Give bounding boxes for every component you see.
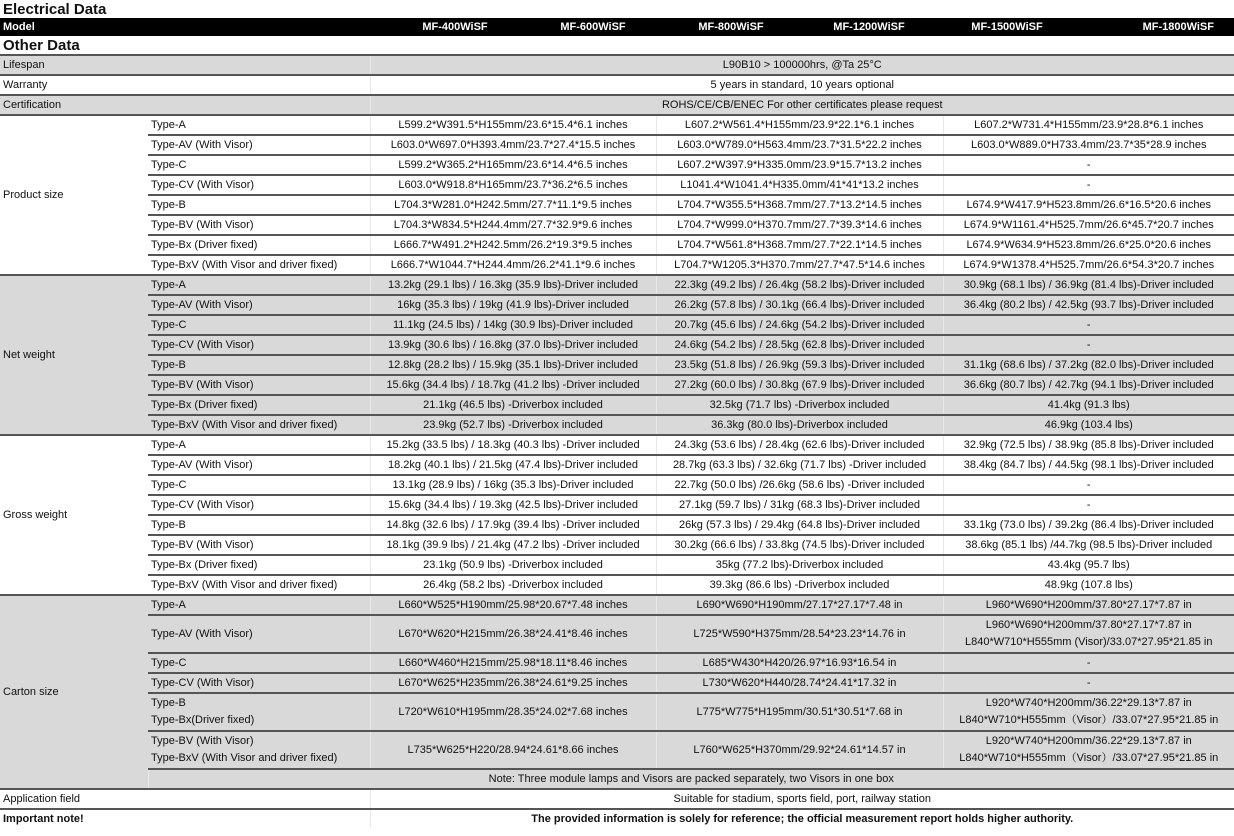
- spec-value: 36.3kg (80.0 lbs)-Driverbox included: [656, 415, 943, 435]
- other-data-heading: Other Data: [3, 36, 80, 54]
- spec-value: 20.7kg (45.6 lbs) / 24.6kg (54.2 lbs)-Driver included: [656, 315, 943, 335]
- type-label: Type-C: [148, 653, 370, 673]
- table-row: [0, 315, 1234, 335]
- table-row: [0, 375, 1234, 395]
- section-label: Net weight: [0, 275, 148, 435]
- spec-value: L599.2*W365.2*H165mm/23.6*14.4*6.5 inches: [370, 155, 656, 175]
- warranty-row: [0, 75, 1234, 95]
- table-row: [0, 515, 1234, 535]
- spec-value: 46.9kg (103.4 lbs): [943, 415, 1234, 435]
- spec-value: L603.0*W789.0*H563.4mm/23.7*31.5*22.2 inches: [656, 135, 943, 155]
- table-row: [0, 295, 1234, 315]
- table-row: [0, 495, 1234, 515]
- spec-value: L704.7*W999.0*H370.7mm/27.7*39.3*14.6 inches: [656, 215, 943, 235]
- spec-value: L670*W620*H215mm/26.38*24.41*8.46 inches: [370, 615, 656, 653]
- spec-value-line: L840*W710*H555mm（Visor）/33.07*27.95*21.85 in: [959, 752, 1219, 764]
- electrical-data-heading: Electrical Data: [3, 0, 107, 18]
- spec-value: 18.2kg (40.1 lbs) / 21.5kg (47.4 lbs)-Driver included: [370, 455, 656, 475]
- spec-value: 21.1kg (46.5 lbs) -Driverbox included: [370, 395, 656, 415]
- spec-value: 32.5kg (71.7 lbs) -Driverbox included: [656, 395, 943, 415]
- spec-value: 27.2kg (60.0 lbs) / 30.8kg (67.9 lbs)-Driver included: [656, 375, 943, 395]
- type-label: Type-A: [148, 595, 370, 615]
- type-label-line: Type-B: [151, 697, 186, 709]
- table-row: [0, 731, 1234, 769]
- spec-value: L603.0*W697.0*H393.4mm/23.7*27.4*15.5 inches: [370, 135, 656, 155]
- table-row: [0, 415, 1234, 435]
- spec-value: -: [943, 653, 1234, 673]
- row-label: Lifespan: [0, 55, 370, 75]
- type-label: Type-BV (With Visor): [148, 375, 370, 395]
- row-label: Important note!: [0, 809, 370, 828]
- spec-value: L603.0*W918.8*H165mm/23.7*36.2*6.5 inches: [370, 175, 656, 195]
- spec-value: 36.6kg (80.7 lbs) / 42.7kg (94.1 lbs)-Driver included: [943, 375, 1234, 395]
- table-row: [0, 155, 1234, 175]
- type-label-line: Type-BxV (With Visor and driver fixed): [151, 752, 338, 764]
- lifespan-row: [0, 55, 1234, 75]
- row-value: The provided information is solely for reference; the official measurement report holds higher authority.: [370, 809, 1234, 828]
- table-row: [0, 475, 1234, 495]
- type-label: Type-C: [148, 475, 370, 495]
- spec-value: -: [943, 175, 1234, 195]
- spec-value: -: [943, 155, 1234, 175]
- table-row: [0, 595, 1234, 615]
- spec-value: 26.2kg (57.8 lbs) / 30.1kg (66.4 lbs)-Driver included: [656, 295, 943, 315]
- type-label-line: Type-Bx(Driver fixed): [151, 714, 255, 726]
- row-label: Certification: [0, 95, 370, 115]
- table-row: [0, 255, 1234, 275]
- spec-value: 36.4kg (80.2 lbs) / 42.5kg (93.7 lbs)-Driver included: [943, 295, 1234, 315]
- spec-value: 48.9kg (107.8 lbs): [943, 575, 1234, 595]
- table-row: [0, 455, 1234, 475]
- spec-value: 24.3kg (53.6 lbs) / 28.4kg (62.6 lbs)-Driver included: [656, 435, 943, 455]
- important-row: [0, 809, 1234, 828]
- type-label: Type-B: [148, 515, 370, 535]
- type-label: Type-Bx (Driver fixed): [148, 235, 370, 255]
- spec-value-line: L920*W740*H200mm/36.22*29.13*7.87 in: [985, 735, 1192, 747]
- table-row: [0, 615, 1234, 653]
- spec-value: L960*W690*H200mm/37.80*27.17*7.87 in: [943, 595, 1234, 615]
- type-label: Type-Bx (Driver fixed): [148, 555, 370, 575]
- row-value: Suitable for stadium, sports field, port, railway station: [370, 789, 1234, 809]
- spec-value: 22.3kg (49.2 lbs) / 26.4kg (58.2 lbs)-Driver included: [656, 275, 943, 295]
- spec-value: 22.7kg (50.0 lbs) /26.6kg (58.6 lbs) -Driver included: [656, 475, 943, 495]
- row-value: L90B10 > 100000hrs, @Ta 25°C: [370, 55, 1234, 75]
- packing-note: Note: Three module lamps and Visors are packed separately, two Visors in one box: [148, 769, 1234, 789]
- spec-value: 14.8kg (32.6 lbs) / 17.9kg (39.4 lbs) -Driver included: [370, 515, 656, 535]
- type-label: Type-B: [148, 355, 370, 375]
- spec-value: L704.7*W561.8*H368.7mm/27.7*22.1*14.5 inches: [656, 235, 943, 255]
- spec-value: 11.1kg (24.5 lbs) / 14kg (30.9 lbs)-Driver included: [370, 315, 656, 335]
- spec-value: 32.9kg (72.5 lbs) / 38.9kg (85.8 lbs)-Driver included: [943, 435, 1234, 455]
- type-label: Type-A: [148, 275, 370, 295]
- model-name: MF-1800WiSF: [1142, 21, 1214, 33]
- type-label: Type-CV (With Visor): [148, 175, 370, 195]
- spec-value: L704.3*W834.5*H244.4mm/27.7*32.9*9.6 inches: [370, 215, 656, 235]
- table-row: [0, 535, 1234, 555]
- spec-value: 38.4kg (84.7 lbs) / 44.5kg (98.1 lbs)-Driver included: [943, 455, 1234, 475]
- spec-value: 15.2kg (33.5 lbs) / 18.3kg (40.3 lbs) -Driver included: [370, 435, 656, 455]
- certification-row: [0, 95, 1234, 115]
- table-row: [0, 673, 1234, 693]
- spec-value: 13.1kg (28.9 lbs) / 16kg (35.3 lbs)-Driver included: [370, 475, 656, 495]
- spec-value: 15.6kg (34.4 lbs) / 18.7kg (41.2 lbs) -Driver included: [370, 375, 656, 395]
- type-label: Type-CV (With Visor): [148, 673, 370, 693]
- spec-value: L666.7*W491.2*H242.5mm/26.2*19.3*9.5 inches: [370, 235, 656, 255]
- spec-value: L670*W625*H235mm/26.38*24.61*9.25 inches: [370, 673, 656, 693]
- spec-value: 23.5kg (51.8 lbs) / 26.9kg (59.3 lbs)-Driver included: [656, 355, 943, 375]
- type-label: Type-CV (With Visor): [148, 335, 370, 355]
- type-label: Type-B: [148, 195, 370, 215]
- spec-value-line: L840*W710*H555mm (Visor)/33.07*27.95*21.85 in: [965, 636, 1213, 648]
- application-row: [0, 789, 1234, 809]
- spec-value: 28.7kg (63.3 lbs) / 32.6kg (71.7 lbs) -Driver included: [656, 455, 943, 475]
- model-label: Model: [0, 18, 370, 36]
- type-label: Type-BxV (With Visor and driver fixed): [148, 255, 370, 275]
- type-label: Type-BxV (With Visor and driver fixed): [148, 575, 370, 595]
- spec-value: 35kg (77.2 lbs)-Driverbox included: [656, 555, 943, 575]
- spec-value: 23.9kg (52.7 lbs) -Driverbox included: [370, 415, 656, 435]
- table-row: [0, 693, 1234, 731]
- type-label: Type-AV (With Visor): [148, 295, 370, 315]
- spec-value: -: [943, 673, 1234, 693]
- table-row: [0, 555, 1234, 575]
- spec-value: [943, 731, 1234, 769]
- spec-value: 23.1kg (50.9 lbs) -Driverbox included: [370, 555, 656, 575]
- spec-value: 38.6kg (85.1 lbs) /44.7kg (98.5 lbs)-Driver included: [943, 535, 1234, 555]
- type-label: Type-A: [148, 435, 370, 455]
- spec-value: 16kg (35.3 lbs) / 19kg (41.9 lbs)-Driver included: [370, 295, 656, 315]
- spec-value: L660*W525*H190mm/25.98*20.67*7.48 inches: [370, 595, 656, 615]
- spec-value: -: [943, 495, 1234, 515]
- type-label: Type-C: [148, 315, 370, 335]
- type-label: Type-AV (With Visor): [148, 615, 370, 653]
- spec-value: 24.6kg (54.2 lbs) / 28.5kg (62.8 lbs)-Driver included: [656, 335, 943, 355]
- spec-value: [943, 615, 1234, 653]
- spec-value: L775*W775*H195mm/30.51*30.51*7.68 in: [656, 693, 943, 731]
- table-row: [0, 175, 1234, 195]
- type-label: Type-A: [148, 115, 370, 135]
- spec-value: 27.1kg (59.7 lbs) / 31kg (68.3 lbs)-Driver included: [656, 495, 943, 515]
- spec-value-line: L920*W740*H200mm/36.22*29.13*7.87 in: [985, 697, 1192, 709]
- spec-value: L599.2*W391.5*H155mm/23.6*15.4*6.1 inches: [370, 115, 656, 135]
- table-row: [0, 435, 1234, 455]
- spec-value: L660*W460*H215mm/25.98*18.11*8.46 inches: [370, 653, 656, 673]
- spec-value: L666.7*W1044.7*H244.4mm/26.2*41.1*9.6 inches: [370, 255, 656, 275]
- type-label: Type-C: [148, 155, 370, 175]
- spec-value: L704.3*W281.0*H242.5mm/27.7*11.1*9.5 inches: [370, 195, 656, 215]
- table-row: [0, 115, 1234, 135]
- spec-value: L674.9*W1161.4*H525.7mm/26.6*45.7*20.7 inches: [943, 215, 1234, 235]
- spec-value: L1041.4*W1041.4*H335.0mm/41*41*13.2 inches: [656, 175, 943, 195]
- spec-value: L607.2*W731.4*H155mm/23.9*28.8*6.1 inches: [943, 115, 1234, 135]
- spec-value: 18.1kg (39.9 lbs) / 21.4kg (47.2 lbs) -Driver included: [370, 535, 656, 555]
- spec-value: 33.1kg (73.0 lbs) / 39.2kg (86.4 lbs)-Driver included: [943, 515, 1234, 535]
- spec-value: 13.2kg (29.1 lbs) / 16.3kg (35.9 lbs)-Driver included: [370, 275, 656, 295]
- model-name: MF-600WiSF: [560, 21, 626, 33]
- spec-value: L704.7*W355.5*H368.7mm/27.7*13.2*14.5 inches: [656, 195, 943, 215]
- spec-value: L607.2*W561.4*H155mm/23.9*22.1*6.1 inches: [656, 115, 943, 135]
- table-row: [0, 135, 1234, 155]
- spec-value: -: [943, 335, 1234, 355]
- model-name: MF-1500WiSF: [971, 21, 1043, 33]
- type-label: Type-BV (With Visor): [148, 535, 370, 555]
- spec-value: L730*W620*H440/28.74*24.41*17.32 in: [656, 673, 943, 693]
- type-label: Type-CV (With Visor): [148, 495, 370, 515]
- spec-value: L690*W690*H190mm/27.17*27.17*7.48 in: [656, 595, 943, 615]
- type-label: Type-AV (With Visor): [148, 135, 370, 155]
- model-name: MF-400WiSF: [422, 21, 488, 33]
- note-row: [0, 769, 1234, 789]
- type-label: Type-AV (With Visor): [148, 455, 370, 475]
- section-label: Carton size: [0, 595, 148, 789]
- spec-value-line: L960*W690*H200mm/37.80*27.17*7.87 in: [985, 619, 1192, 631]
- spec-value: 12.8kg (28.2 lbs) / 15.9kg (35.1 lbs)-Driver included: [370, 355, 656, 375]
- spec-value: 30.9kg (68.1 lbs) / 36.9kg (81.4 lbs)-Driver included: [943, 275, 1234, 295]
- type-label: [148, 731, 370, 769]
- table-row: [0, 575, 1234, 595]
- spec-value: L674.9*W417.9*H523.8mm/26.6*16.5*20.6 inches: [943, 195, 1234, 215]
- table-row: [0, 215, 1234, 235]
- spec-value: L735*W625*H220/28.94*24.61*8.66 inches: [370, 731, 656, 769]
- table-row: [0, 355, 1234, 375]
- model-names: [370, 18, 1234, 36]
- type-label-line: Type-BV (With Visor): [151, 735, 254, 747]
- table-row: [0, 395, 1234, 415]
- spec-value: L704.7*W1205.3*H370.7mm/27.7*47.5*14.6 inches: [656, 255, 943, 275]
- type-label: Type-Bx (Driver fixed): [148, 395, 370, 415]
- spec-value: 13.9kg (30.6 lbs) / 16.8kg (37.0 lbs)-Driver included: [370, 335, 656, 355]
- spec-value: 39.3kg (86.6 lbs) -Driverbox included: [656, 575, 943, 595]
- spec-value: L760*W625*H370mm/29.92*24.61*14.57 in: [656, 731, 943, 769]
- type-label: [148, 693, 370, 731]
- section-label: Product size: [0, 115, 148, 275]
- table-row: [0, 653, 1234, 673]
- spec-value: L674.9*W634.9*H523.8mm/26.6*25.0*20.6 inches: [943, 235, 1234, 255]
- spec-value: -: [943, 315, 1234, 335]
- spec-value: L607.2*W397.9*H335.0mm/23.9*15.7*13.2 inches: [656, 155, 943, 175]
- table-row: [0, 235, 1234, 255]
- spec-value-line: L840*W710*H555mm（Visor）/33.07*27.95*21.85 in: [959, 714, 1219, 726]
- model-name: MF-800WiSF: [698, 21, 764, 33]
- spec-value: L725*W590*H375mm/28.54*23.23*14.76 in: [656, 615, 943, 653]
- spec-value: L674.9*W1378.4*H525.7mm/26.6*54.3*20.7 inches: [943, 255, 1234, 275]
- row-label: Warranty: [0, 75, 370, 95]
- spec-value: 43.4kg (95.7 lbs): [943, 555, 1234, 575]
- row-label: Application field: [0, 789, 370, 809]
- table-row: [0, 275, 1234, 295]
- row-value: ROHS/CE/CB/ENEC For other certificates please request: [370, 95, 1234, 115]
- table-row: [0, 195, 1234, 215]
- type-label: Type-BxV (With Visor and driver fixed): [148, 415, 370, 435]
- spec-value: 26kg (57.3 lbs) / 29.4kg (64.8 lbs)-Driver included: [656, 515, 943, 535]
- spec-value: 31.1kg (68.6 lbs) / 37.2kg (82.0 lbs)-Driver included: [943, 355, 1234, 375]
- spec-value: 15.6kg (34.4 lbs) / 19.3kg (42.5 lbs)-Driver included: [370, 495, 656, 515]
- spec-value: L603.0*W889.0*H733.4mm/23.7*35*28.9 inches: [943, 135, 1234, 155]
- spec-value: [943, 693, 1234, 731]
- row-value: 5 years in standard, 10 years optional: [370, 75, 1234, 95]
- spec-value: -: [943, 475, 1234, 495]
- type-label: Type-BV (With Visor): [148, 215, 370, 235]
- spec-value: 26.4kg (58.2 lbs) -Driverbox included: [370, 575, 656, 595]
- spec-value: L685*W430*H420/26.97*16.93*16.54 in: [656, 653, 943, 673]
- table-row: [0, 335, 1234, 355]
- model-name: MF-1200WiSF: [833, 21, 905, 33]
- spec-value: 41.4kg (91.3 lbs): [943, 395, 1234, 415]
- spec-value: 30.2kg (66.6 lbs) / 33.8kg (74.5 lbs)-Driver included: [656, 535, 943, 555]
- section-label: Gross weight: [0, 435, 148, 595]
- spec-value: L720*W610*H195mm/28.35*24.02*7.68 inches: [370, 693, 656, 731]
